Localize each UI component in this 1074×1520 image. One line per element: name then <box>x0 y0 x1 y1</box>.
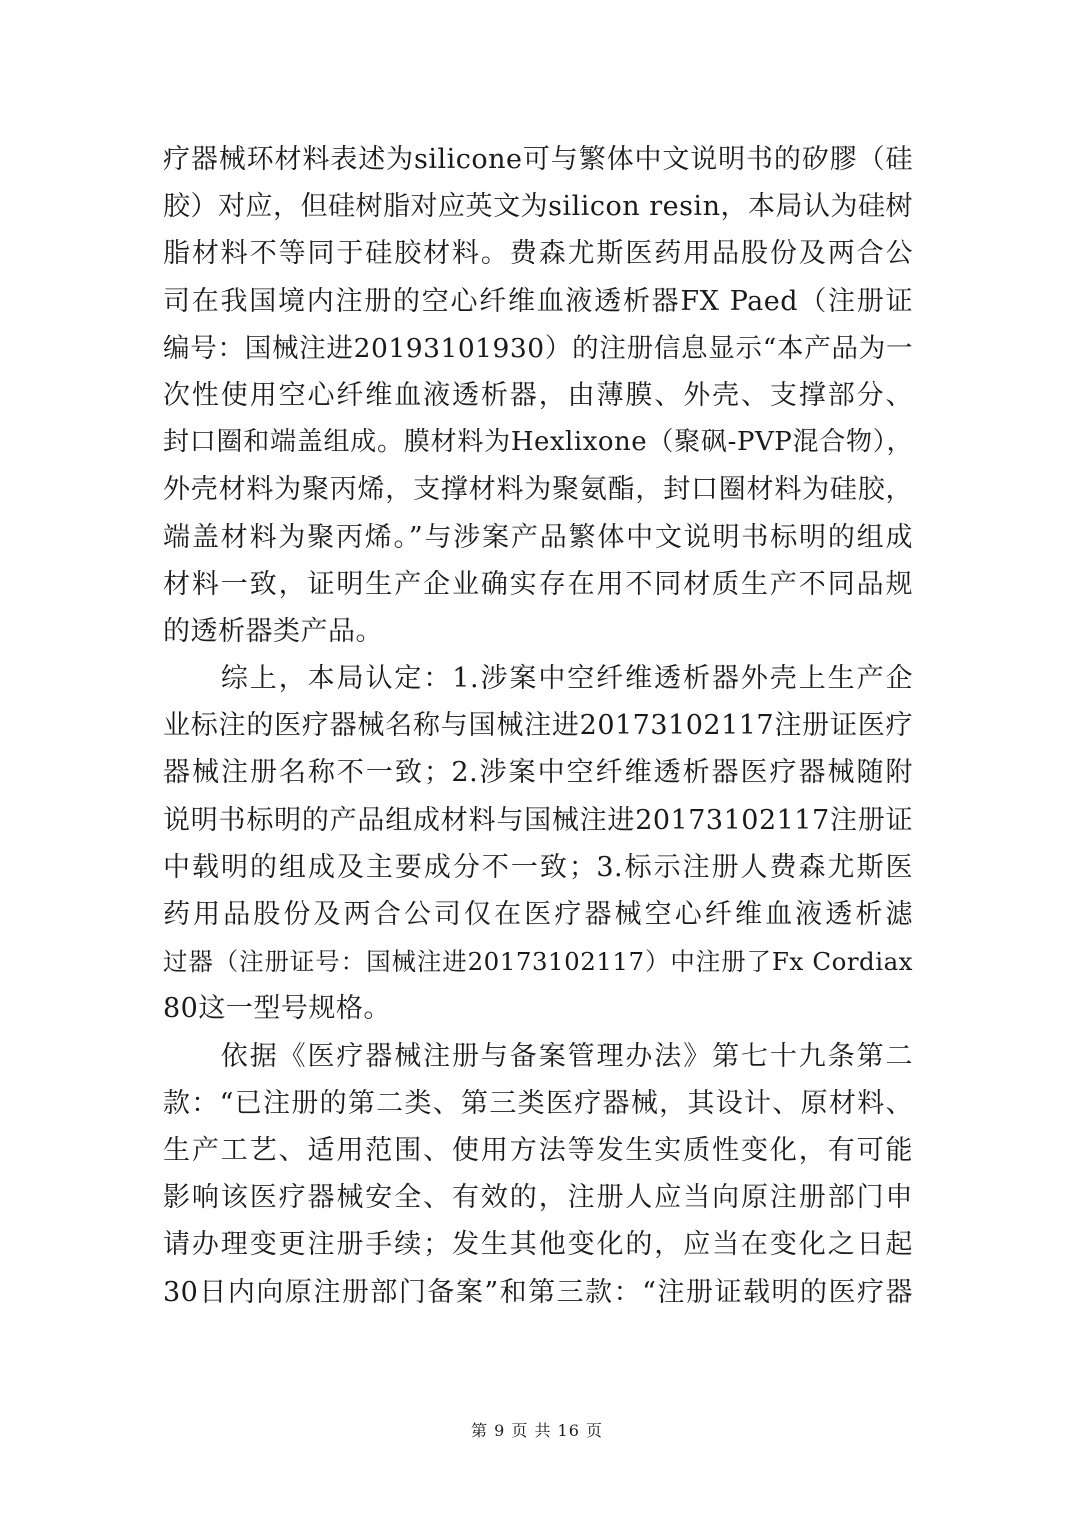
body-text <box>163 136 913 1316</box>
text-line: 司在我国境内注册的空心纤维血液透析器FX Paed（注册证 <box>163 285 913 317</box>
text-line: 依据《医疗器械注册与备案管理办法》第七十九条第二 <box>163 1040 913 1072</box>
page-number-footer: 第 9 页 共 16 页 <box>471 1421 603 1440</box>
text-line: 脂材料不等同于硅胶材料。费森尤斯医药用品股份及两合公 <box>163 238 913 270</box>
text-line: 说明书标明的产品组成材料与国械注进20173102117注册证 <box>163 804 913 836</box>
text-line: 次性使用空心纤维血液透析器，由薄膜、外壳、支撑部分、 <box>163 379 913 411</box>
text-line: 业标注的医疗器械名称与国械注进20173102117注册证医疗 <box>163 710 913 742</box>
text-line: 封口圈和端盖组成。膜材料为Hexlixone（聚砜-PVP混合物）， <box>163 427 913 458</box>
text-line: 编号：国械注进20193101930）的注册信息显示“本产品为一 <box>163 332 913 364</box>
text-line: 请办理变更注册手续；发生其他变化的，应当在变化之日起 <box>163 1229 913 1261</box>
text-line: 综上，本局认定：1.涉案中空纤维透析器外壳上生产企 <box>163 663 913 695</box>
text-line: 生产工艺、适用范围、使用方法等发生实质性变化，有可能 <box>163 1134 913 1166</box>
text-line: 中载明的组成及主要成分不一致；3.标示注册人费森尤斯医 <box>163 851 913 883</box>
text-line: 30日内向原注册部门备案”和第三款：“注册证载明的医疗器 <box>163 1276 913 1308</box>
text-line: 材料一致，证明生产企业确实存在用不同材质生产不同品规 <box>163 568 913 600</box>
text-line: 影响该医疗器械安全、有效的，注册人应当向原注册部门申 <box>163 1182 913 1214</box>
text-line: 药用品股份及两合公司仅在医疗器械空心纤维血液透析滤 <box>163 899 913 930</box>
text-line: 胶）对应，但硅树脂对应英文为silicon resin，本局认为硅树 <box>163 191 913 223</box>
text-line: 80这一型号规格。 <box>163 993 391 1025</box>
text-line: 外壳材料为聚丙烯，支撑材料为聚氨酯，封口圈材料为硅胶， <box>163 474 913 506</box>
text-line: 端盖材料为聚丙烯。”与涉案产品繁体中文说明书标明的组成 <box>163 521 913 553</box>
text-line: 疗器械环材料表述为silicone可与繁体中文说明书的矽膠（硅 <box>163 144 913 175</box>
text-line: 款：“已注册的第二类、第三类医疗器械，其设计、原材料、 <box>163 1087 913 1119</box>
text-line: 过器（注册证号：国械注进20173102117）中注册了Fx Cordiax <box>163 947 913 977</box>
text-line: 的透析器类产品。 <box>163 615 383 647</box>
text-line: 器械注册名称不一致；2.涉案中空纤维透析器医疗器械随附 <box>163 757 913 789</box>
